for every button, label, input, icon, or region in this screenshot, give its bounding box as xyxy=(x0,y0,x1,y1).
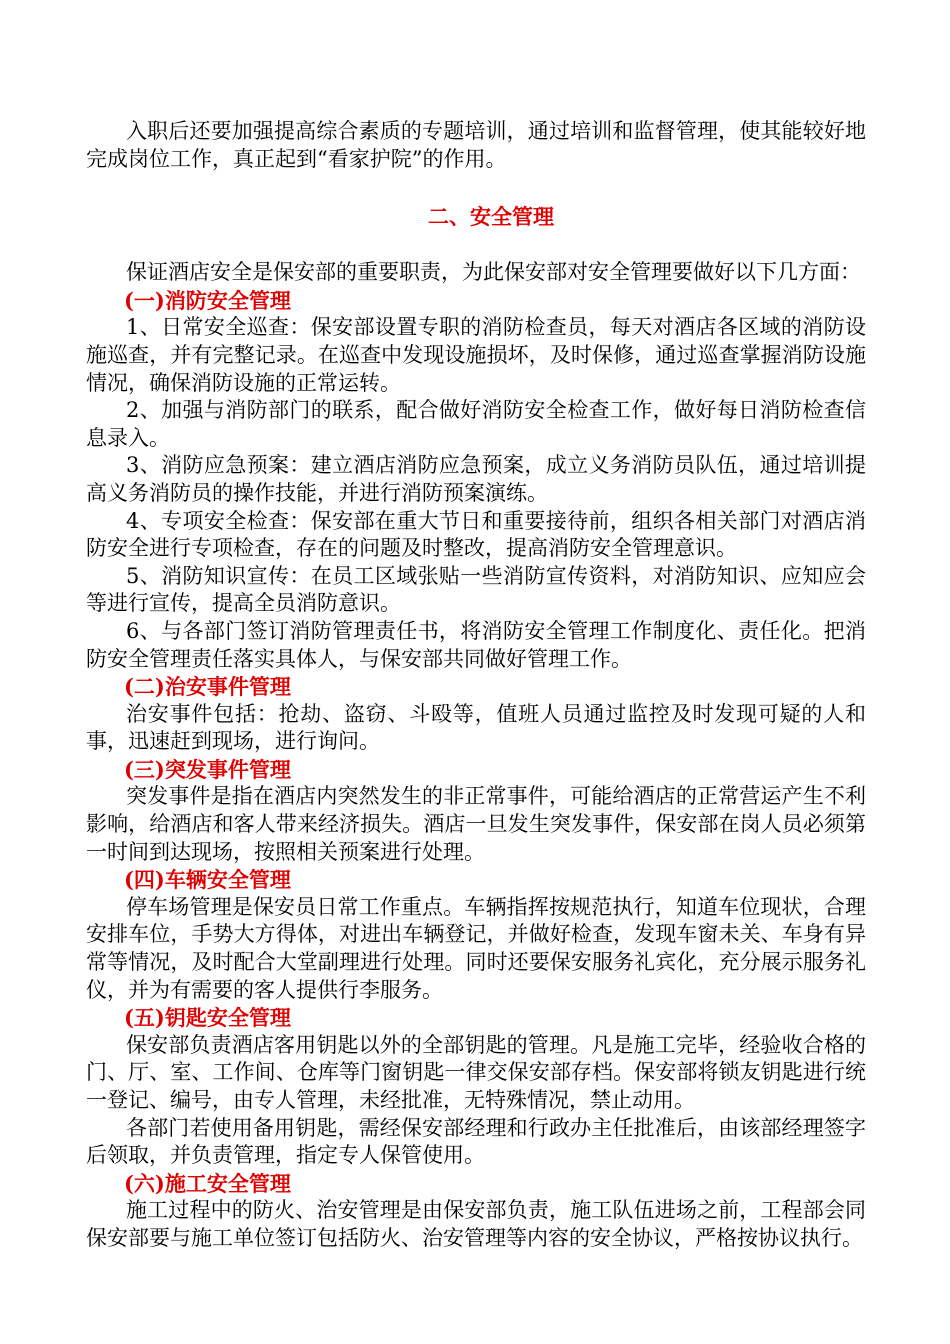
paragraph: 3、消防应急预案：建立酒店消防应急预案，成立义务消防员队伍，通过培训提高义务消防员的操作技能，并进行消防预案演练。 xyxy=(86,453,866,505)
paragraph: 治安事件包括：抢劫、盗窃、斗殴等，值班人员通过监控及时发现可疑的人和事，迅速赶到现场，进行询问。 xyxy=(86,701,866,754)
subsection-heading-vehicle: (四)车辆安全管理 xyxy=(124,867,291,893)
section-title: 二、安全管理 xyxy=(428,204,554,230)
paragraph: 2、加强与消防部门的联系，配合做好消防安全检查工作，做好每日消防检查信息录入。 xyxy=(86,398,866,450)
section-intro: 保证酒店安全是保安部的重要职责，为此保安部对安全管理要做好以下几方面： xyxy=(126,260,861,285)
paragraph: 停车场管理是保安员日常工作重点。车辆指挥按规范执行，知道车位现状，合理安排车位，手势大方得体，对进出车辆登记，并做好检查，发现车窗未关、车身有异常等情况，及时配合大堂副理进行处理。同时还要保安服务礼宾化，充分展示服务礼仪，并为有需要的客人提供行李服务。 xyxy=(86,894,866,1002)
subsection-heading-keys: (五)钥匙安全管理 xyxy=(124,1005,291,1031)
paragraph: 施工过程中的防火、治安管理是由保安部负责，施工队伍进场之前，工程部会同保安部要与施工单位签订包括防火、治安管理等内容的安全协议，严格按协议执行。 xyxy=(86,1198,866,1250)
paragraph: 突发事件是指在酒店内突然发生的非正常事件，可能给酒店的正常营运产生不利影响，给酒店和客人带来经济损失。酒店一旦发生突发事件，保安部在岗人员必须第一时间到达现场，按照相关预案进行处理。 xyxy=(86,784,866,864)
paragraph: 6、与各部门签订消防管理责任书，将消防安全管理工作制度化、责任化。把消防安全管理责任落实具体人，与保安部共同做好管理工作。 xyxy=(86,618,866,671)
intro-paragraph: 入职后还要加强提高综合素质的专题培训，通过培训和监督管理，使其能较好地完成岗位工作，真正起到“看家护院”的作用。 xyxy=(86,119,866,171)
paragraph: 4、专项安全检查：保安部在重大节日和重要接待前，组织各相关部门对酒店消防安全进行专项检查，存在的问题及时整改，提高消防安全管理意识。 xyxy=(86,508,866,561)
paragraph: 1、日常安全巡查：保安部设置专职的消防检查员，每天对酒店各区域的消防设施巡查，并有完整记录。在巡查中发现设施损坏，及时保修，通过巡查掌握消防设施情况，确保消防设施的正常运转。 xyxy=(86,315,866,395)
paragraph: 保安部负责酒店客用钥匙以外的全部钥匙的管理。凡是施工完毕，经验收合格的门、厅、室、工作间、仓库等门窗钥匙一律交保安部存档。保安部将锁友钥匙进行统一登记、编号，由专人管理，未经批准，无特殊情况，禁止动用。 xyxy=(86,1032,866,1112)
document-page xyxy=(86,118,866,1253)
subsection-heading-fire: (一)消防安全管理 xyxy=(124,287,291,313)
paragraph: 各部门若使用备用钥匙，需经保安部经理和行政办主任批准后，由该部经理签字后领取，并负责管理，指定专人保管使用。 xyxy=(86,1115,866,1168)
subsection-heading-emergency: (三)突发事件管理 xyxy=(124,756,291,782)
subsection-heading-construction: (六)施工安全管理 xyxy=(124,1170,291,1196)
paragraph: 5、消防知识宣传：在员工区域张贴一些消防宣传资料，对消防知识、应知应会等进行宣传，提高全员消防意识。 xyxy=(86,563,866,616)
subsection-heading-public-order: (二)治安事件管理 xyxy=(124,674,291,700)
